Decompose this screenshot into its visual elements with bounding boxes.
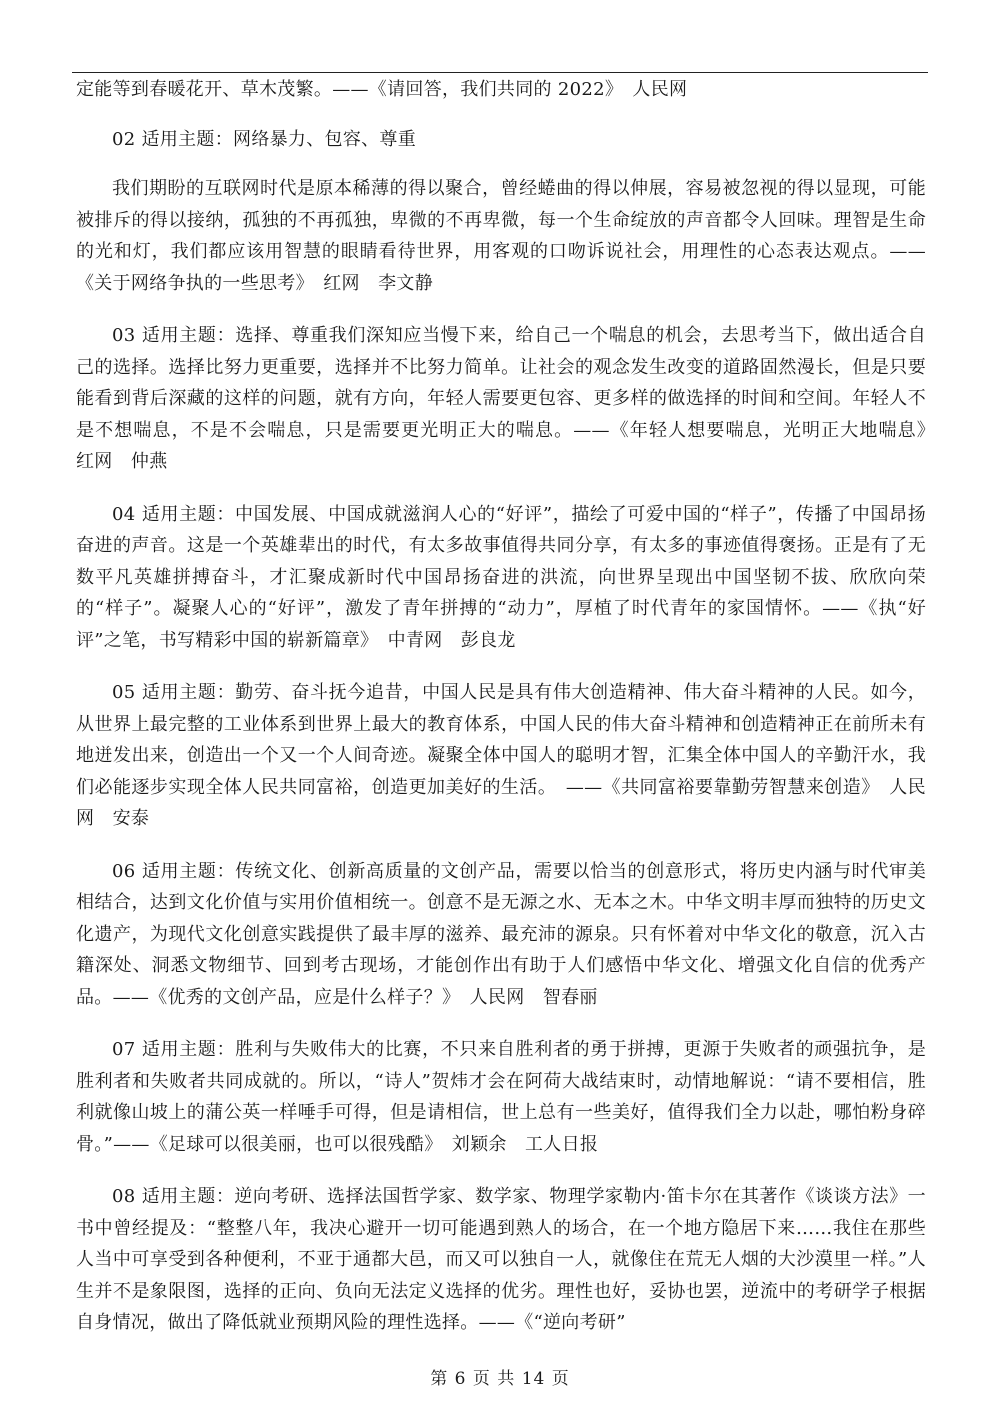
paragraph-theme-03: 03 适用主题：选择、尊重我们深知应当慢下来，给自己一个喘息的机会，去思考当下，做出适合自己的选择。选择比努力更重要，选择并不比努力简单。让社会的观念发生改变的道路固然漫长，但是只要能看到背后深藏的这样的问题，就有方向，年轻人需要更包容、更多样的做选择的时间和空间。年轻人不是不想喘息，不是不会喘息，只是需要更光明正大的喘息。——《年轻人想要喘息，光明正大地喘息》 红网 仲燕 [76, 325, 945, 472]
paragraph-theme-05: 05 适用主题：勤劳、奋斗抚今追昔，中国人民是具有伟大创造精神、伟大奋斗精神的人民。如今，从世界上最完整的工业体系到世界上最大的教育体系，中国人民的伟大奋斗精神和创造精神正在前所未有地迸发出来，创造出一个又一个人间奇迹。凝聚全体中国人的聪明才智，汇集全体中国人的辛勤汗水，我们必能逐步实现全体人民共同富裕，创造更加美好的生活。 ——《共同富裕要靠勤劳智慧来创造》 人民网 安泰 [76, 682, 926, 829]
paragraph-theme-02-heading: 02 适用主题：网络暴力、包容、尊重 [112, 128, 417, 150]
paragraph-theme-04: 04 适用主题：中国发展、中国成就滋润人心的“好评”，描绘了可爱中国的“样子”，传播了中国昂扬奋进的声音。这是一个英雄辈出的时代，有太多故事值得共同分享，有太多的事迹值得褒扬。正是有了无数平凡英雄拼搏奋斗，才汇聚成新时代中国昂扬奋进的洪流，向世界呈现出中国坚韧不拔、欣欣向荣的“样子”。凝聚人心的“好评”，激发了青年拼搏的“动力”，厚植了时代青年的家国情怀。——《执“好评”之笔，书写精彩中国的崭新篇章》 中青网 彭良龙 [76, 503, 926, 651]
page-number-footer: 第 6 页 共 14 页 [430, 1369, 570, 1389]
page-content [76, 74, 945, 1360]
paragraph-theme-07: 07 适用主题：胜利与失败伟大的比赛，不只来自胜利者的勇于拼搏，更源于失败者的顽强抗争，是胜利者和失败者共同成就的。所以，“诗人”贺炜才会在阿荷大战结束时，动情地解说：“请不要相信，胜利就像山坡上的蒲公英一样唾手可得，但是请相信，世上总有一些美好，值得我们全力以赴，哪怕粉身碎骨。”——《足球可以很美丽，也可以很残酷》 刘颖余 工人日报 [76, 1039, 926, 1155]
paragraph-theme-08: 08 适用主题：逆向考研、选择法国哲学家、数学家、物理学家勒内·笛卡尔在其著作《谈谈方法》一书中曾经提及：“整整八年，我决心避开一切可能遇到熟人的场合，在一个地方隐居下来……我住在那些人当中可享受到各种便利，不亚于通都大邑，而又可以独自一人，就像住在荒无人烟的大沙漠里一样。”人生并不是象限图，选择的正向、负向无法定义选择的优劣。理性也好，妥协也罢，逆流中的考研学子根据自身情况，做出了降低就业预期风险的理性选择。——《“逆向考研” [76, 1186, 926, 1333]
paragraph-theme-06: 06 适用主题：传统文化、创新高质量的文创产品，需要以恰当的创意形式，将历史内涵与时代审美相结合，达到文化价值与实用价值相统一。创意不是无源之水、无本之木。中华文明丰厚而独特的历史文化遗产，为现代文化创意实践提供了最丰厚的滋养、最充沛的源泉。只有怀着对中华文化的敬意，沉入古籍深处、洞悉文物细节、回到考古现场，才能创作出有助于人们感悟中华文化、增强文化自信的优秀产品。——《优秀的文创产品，应是什么样子？》 人民网 智春丽 [76, 860, 926, 1008]
paragraph-theme-02-body: 我们期盼的互联网时代是原本稀薄的得以聚合，曾经蜷曲的得以伸展，容易被忽视的得以显现，可能被排斥的得以接纳，孤独的不再孤独，卑微的不再卑微，每一个生命绽放的声音都令人回味。理智是生命的光和灯，我们都应该用智慧的眼睛看待世界，用客观的口吻诉说社会，用理性的心态表达观点。——《关于网络争执的一些思考》 红网 李文静 [76, 178, 926, 294]
header-rule [72, 72, 928, 73]
paragraph-continuation: 定能等到春暖花开、草木茂繁。——《请回答，我们共同的 2022》 人民网 [76, 79, 688, 100]
